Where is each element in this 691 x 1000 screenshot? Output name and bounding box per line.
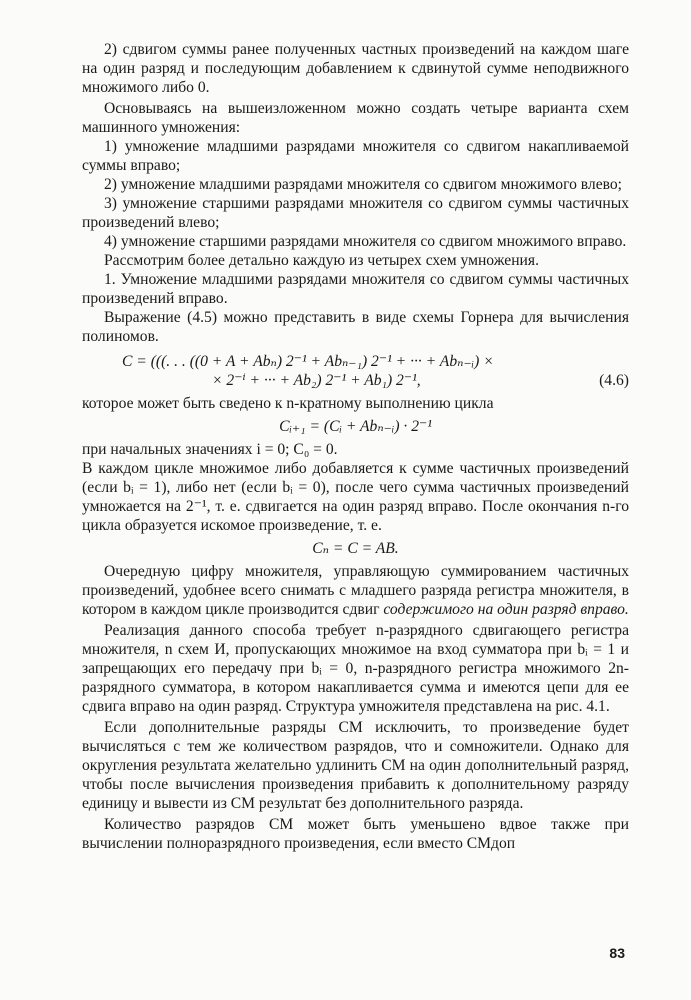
paragraph-consider: Рассмотрим более детально каждую из четырех схем умножения. [104,252,539,269]
paragraph-item-2: 2) сдвигом суммы ранее полученных частных произведений на каждом шаге на один разряд и последующим добавлением к сдвинутой сумме неподвижного множимого либо 0. [82,41,629,96]
list-item-3: 3) умножение старшими разрядами множителя со сдвигом суммы частичных произведений влево; [82,195,629,231]
equation-line-1: C = (((. . . ((0 + A + Abₙ) 2⁻¹ + Abₙ₋₁) 2⁻¹ + ··· + Abₙ₋ᵢ) × [122,353,494,370]
page-number: 83 [609,945,625,961]
paragraph-each-cycle: В каждом цикле множимое либо добавляется к сумме частичных произведений (если bᵢ = 1), либо нет (если bᵢ = 0), после чего сумма частичных произведений умножается на 2⁻¹, т. е. сдвигается на один разряд вправо. После окончания n-го цикла образуется искомое произведение, т. е. [82,460,629,534]
paragraph-horner: Выражение (4.5) можно представить в виде схемы Горнера для вычисления полиномов. [82,309,629,345]
equation-line-2 [82,371,629,390]
section-heading-1: 1. Умножение младшими разрядами множителя со сдвигом суммы частичных произведений вправо. [82,271,629,307]
equation-product: Cₙ = C = AB. [312,540,399,557]
paragraph-next-digit-italic: содержимого на один разряд вправо. [383,601,629,618]
paragraph-next-digit [82,562,629,619]
equation-cycle: Cᵢ₊₁ = (Cᵢ + Abₙ₋ᵢ) · 2⁻¹ [279,418,432,435]
list-item-1: 1) умножение младшими разрядами множителя со сдвигом накапливаемой суммы вправо; [82,138,629,174]
equation-number: (4.6) [599,372,629,389]
list-item-2: 2) умножение младшими разрядами множителя со сдвигом множимого влево; [104,176,623,193]
paragraph-initial-values: при начальных значениях i = 0; C₀ = 0. [82,441,338,458]
paragraph-implementation: Реализация данного способа требует n-разрядного сдвигающего регистра множителя, n схем И, пропускающих множимое на вход сумматора при bᵢ = 1 и запрещающих его передачу при bᵢ = 0, n-разрядного регистра множимого 2n-разрядного сумматора, в котором накапливается сумма и имеются цепи для ее сдвига вправо на один разряд. Структура умножителя представлена на рис. 4.1. [82,622,629,715]
equation-line-2-text: × 2⁻ⁱ + ··· + Ab₂) 2⁻¹ + Ab₁) 2⁻¹, [212,372,421,389]
paragraph-bit-count: Количество разрядов СМ может быть уменьшено вдвое также при вычислении полноразрядного произведения, если вместо СМдоп [82,816,629,852]
paragraph-extra-bits: Если дополнительные разряды СМ исключить, то произведение будет вычисляться с тем же количеством разрядов, что и сомножители. Однако для округления результата желательно удлинить СМ на один дополнительный разряд, чтобы после вычисления произведения прибавить к дополнительному разряду единицу и вывести из СМ результат без дополнительного разряда. [82,719,629,812]
list-item-4: 4) умножение старшими разрядами множителя со сдвигом множимого вправо. [104,233,627,250]
paragraph-cycle: которое может быть сведено к n-кратному выполнению цикла [82,395,494,412]
paragraph-intro-variants: Основываясь на вышеизложенном можно создать четыре варианта схем машинного умножения: [82,100,629,136]
paragraph-next-digit-text: Очередную цифру множителя, управляющую суммированием частичных произведений, удобнее всего снимать с младшего разряда регистра множителя, в котором в каждом цикле производится сдвиг [82,563,629,618]
